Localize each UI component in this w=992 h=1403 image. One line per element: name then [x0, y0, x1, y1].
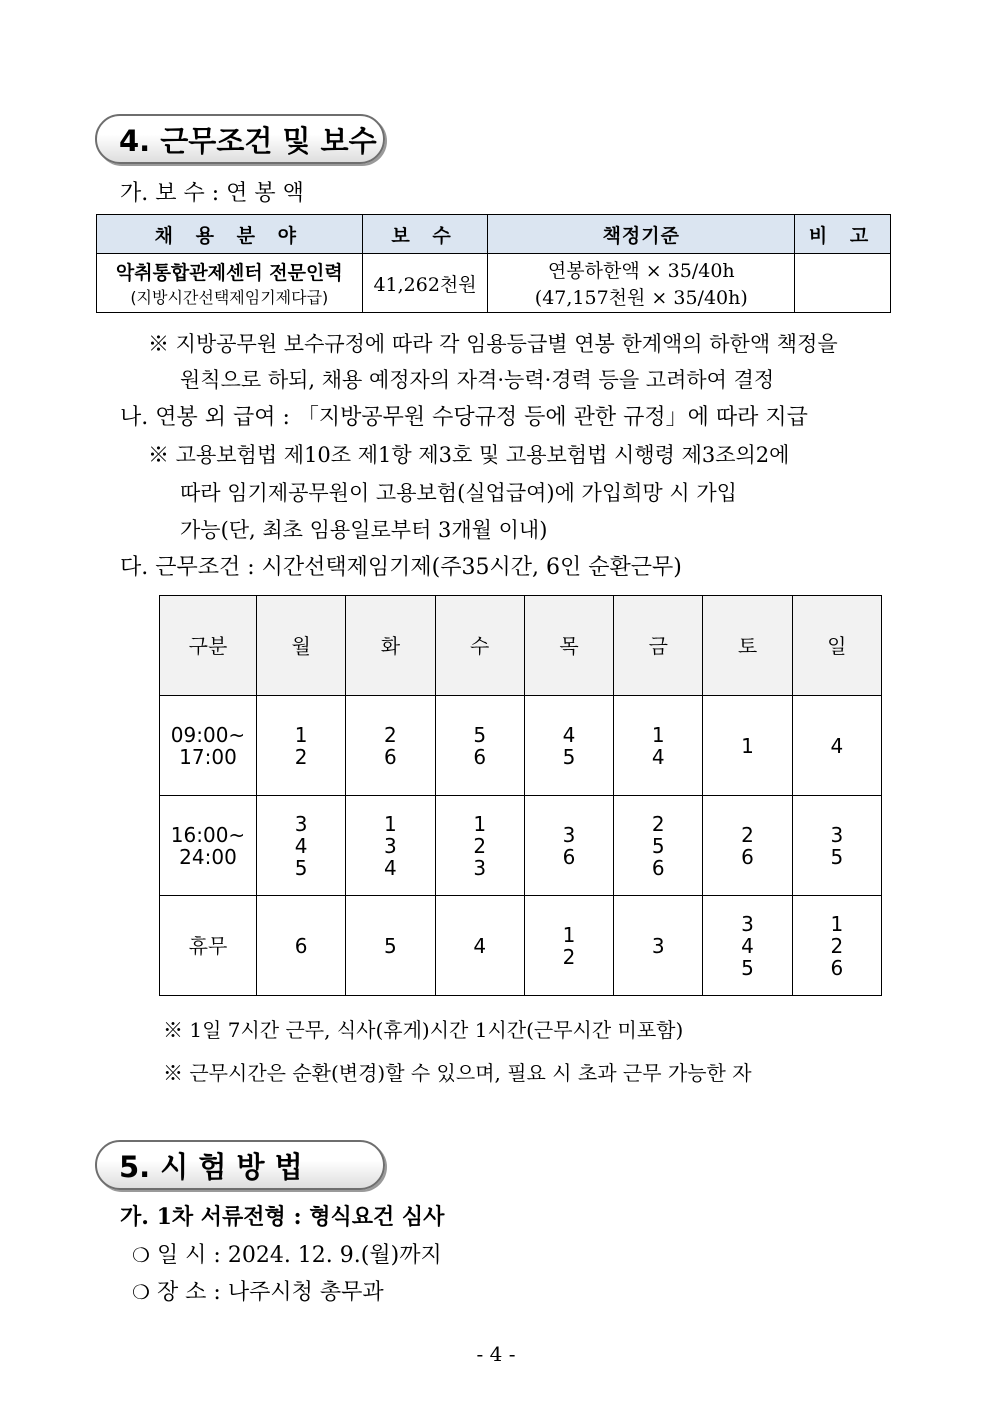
- item-da-conditions: 다. 근무조건 : 시간선택제임기제(주35시간, 6인 순환근무): [120, 555, 682, 580]
- page-number: - 4 -: [476, 1342, 516, 1366]
- note-2-line-1: ※ 고용보험법 제10조 제1항 제3호 및 고용보험법 시행령 제3조의2에: [148, 443, 790, 467]
- shift-cell: 1 4: [614, 696, 703, 796]
- shift-cell: 2 6: [346, 696, 435, 796]
- shift-header-cell: 구분: [160, 596, 257, 696]
- shift-cell: 2 6: [703, 796, 792, 896]
- shift-table-row: [160, 796, 882, 896]
- pay-note-cell: [795, 254, 891, 313]
- pay-field-cell: [97, 254, 363, 313]
- item-ga-document-screening: 가. 1차 서류전형 : 형식요건 심사: [120, 1204, 445, 1230]
- shift-cell: 2 5 6: [614, 796, 703, 896]
- field-sub: (지방시간선택제임기제다급): [130, 288, 329, 307]
- pay-table-header: [97, 215, 891, 254]
- field-main: 악취통합관제센터 전문인력: [115, 262, 343, 284]
- basis-line-1: 연봉하한액 × 35/40h: [547, 260, 735, 282]
- note-1-line-1: ※ 지방공무원 보수규정에 따라 각 임용등급별 연봉 한계액의 하한액 책정을: [148, 332, 838, 356]
- section-5-heading: 5. 시 험 방 법: [95, 1140, 385, 1190]
- shift-cell: 5: [346, 896, 435, 996]
- pay-header-note: 비 고: [795, 215, 891, 254]
- shift-cell: 3 4 5: [257, 796, 346, 896]
- pay-header-field: 채 용 분 야: [97, 215, 363, 254]
- note-2-line-3: 가능(단, 최초 임용일로부터 3개월 이내): [180, 518, 548, 542]
- shift-cell: 3: [614, 896, 703, 996]
- shift-table-row: [160, 696, 882, 796]
- item-ga-pay: 가. 보 수 : 연 봉 액: [120, 181, 304, 206]
- shift-cell: 3 6: [524, 796, 613, 896]
- shift-cell: 1 2 6: [792, 896, 881, 996]
- note-2-line-2: 따라 임기제공무원이 고용보험(실업급여)에 가입희망 시 가입: [180, 481, 737, 505]
- shift-cell: 5 6: [435, 696, 524, 796]
- pay-table-row: [97, 254, 891, 313]
- bullet-date-text: 일 시 : 2024. 12. 9.(월)까지: [156, 1243, 442, 1268]
- pay-header-pay: 보 수: [362, 215, 488, 254]
- shift-cell: 1 2: [257, 696, 346, 796]
- pay-header-basis: 책정기준: [488, 215, 795, 254]
- pay-amount-cell: 41,262천원: [362, 254, 488, 313]
- note-4: ※ 근무시간은 순환(변경)할 수 있으며, 필요 시 초과 근무 가능한 자: [163, 1061, 752, 1085]
- shift-cell: 4 5: [524, 696, 613, 796]
- shift-header-cell: 목: [524, 596, 613, 696]
- shift-row-label: 09:00~ 17:00: [160, 696, 257, 796]
- shift-header-cell: 월: [257, 596, 346, 696]
- shift-cell: 1: [703, 696, 792, 796]
- shift-header-cell: 토: [703, 596, 792, 696]
- shift-table: [159, 595, 882, 996]
- circle-bullet-icon: ❍: [132, 1243, 150, 1267]
- shift-cell: 4: [435, 896, 524, 996]
- shift-row-label: 휴무: [160, 896, 257, 996]
- basis-line-2: (47,157천원 × 35/40h): [534, 287, 748, 309]
- shift-table-row: [160, 896, 882, 996]
- shift-cell: 3 4 5: [703, 896, 792, 996]
- section-4-heading: 4. 근무조건 및 보수: [95, 114, 385, 164]
- note-3: ※ 1일 7시간 근무, 식사(휴게)시간 1시간(근무시간 미포함): [163, 1018, 684, 1042]
- circle-bullet-icon: ❍: [132, 1280, 150, 1304]
- bullet-date: [132, 1241, 442, 1270]
- shift-header-cell: 화: [346, 596, 435, 696]
- pay-basis-cell: [488, 254, 795, 313]
- shift-row-label: 16:00~ 24:00: [160, 796, 257, 896]
- shift-header-cell: 수: [435, 596, 524, 696]
- shift-cell: 1 2: [524, 896, 613, 996]
- shift-cell: 6: [257, 896, 346, 996]
- bullet-place-text: 장 소 : 나주시청 총무과: [156, 1280, 384, 1305]
- shift-cell: 3 5: [792, 796, 881, 896]
- shift-cell: 4: [792, 696, 881, 796]
- shift-cell: 1 3 4: [346, 796, 435, 896]
- note-1-line-2: 원칙으로 하되, 채용 예정자의 자격·능력·경력 등을 고려하여 결정: [180, 368, 775, 392]
- shift-cell: 1 2 3: [435, 796, 524, 896]
- shift-header-cell: 일: [792, 596, 881, 696]
- shift-header-cell: 금: [614, 596, 703, 696]
- shift-table-header: [160, 596, 882, 696]
- bullet-place: [132, 1278, 384, 1307]
- item-na-allowance: 나. 연봉 외 급여 : 「지방공무원 수당규정 등에 관한 규정」에 따라 지급: [120, 405, 808, 430]
- pay-table: [96, 214, 891, 313]
